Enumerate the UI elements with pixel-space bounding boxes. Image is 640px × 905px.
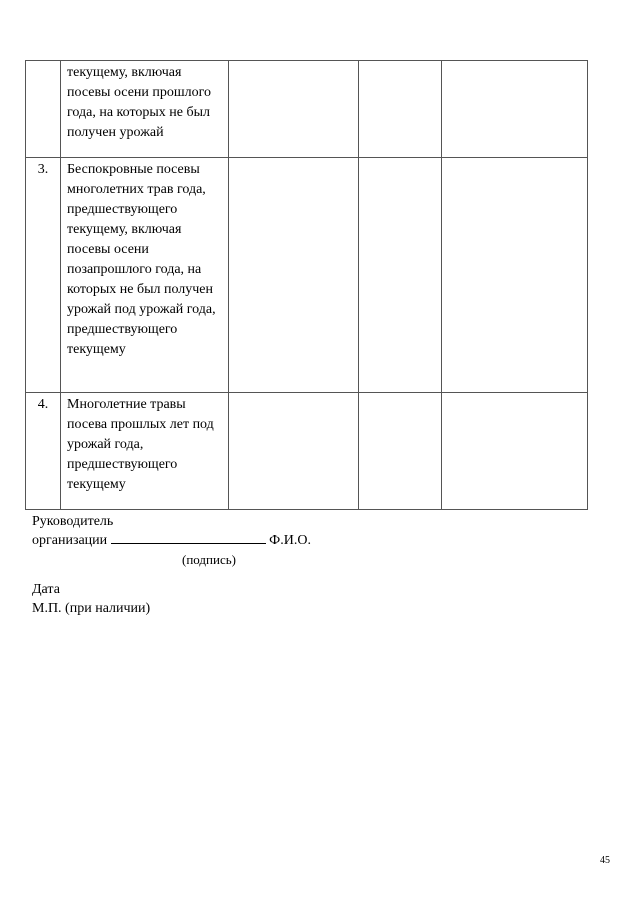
empty-cell xyxy=(359,158,442,393)
date-label: Дата xyxy=(32,582,60,597)
empty-cell xyxy=(442,393,588,510)
row-description-cell xyxy=(61,158,229,393)
empty-cell xyxy=(229,393,359,510)
signature-blank-line xyxy=(111,531,266,544)
date-stamp-block xyxy=(32,580,150,618)
table-row xyxy=(26,61,588,158)
row-number-cell xyxy=(26,61,61,158)
row-number-cell: 3. xyxy=(26,158,61,393)
signature-org-label: организации xyxy=(32,533,108,548)
page-number: 45 xyxy=(600,855,610,866)
signature-block xyxy=(32,512,311,569)
table-row xyxy=(26,158,588,393)
row-description: текущему, включая посевы осени прошлого года, на которых не был получен урожай xyxy=(67,65,212,140)
empty-cell xyxy=(442,158,588,393)
row-description: Беспокровные посевы многолетних трав года, предшествующего текущему, включая посевы осени позапрошлого года, на которых не был получен урожай под урожай года, предшествующего текущему xyxy=(67,162,216,357)
signature-line xyxy=(32,531,311,550)
empty-cell xyxy=(229,158,359,393)
data-table xyxy=(25,60,588,510)
row-number-cell: 4. xyxy=(26,393,61,510)
empty-cell xyxy=(359,393,442,510)
empty-cell xyxy=(229,61,359,158)
row-description-cell xyxy=(61,393,229,510)
signature-caption: (подпись) xyxy=(182,552,236,567)
signature-fio-label: Ф.И.О. xyxy=(269,533,311,548)
signature-title: Руководитель xyxy=(32,514,114,529)
empty-cell xyxy=(359,61,442,158)
row-description: Многолетние травы посева прошлых лет под урожай года, предшествующего текущему xyxy=(67,397,214,492)
empty-cell xyxy=(442,61,588,158)
table-row xyxy=(26,393,588,510)
row-description-cell xyxy=(61,61,229,158)
stamp-label: М.П. (при наличии) xyxy=(32,601,151,616)
